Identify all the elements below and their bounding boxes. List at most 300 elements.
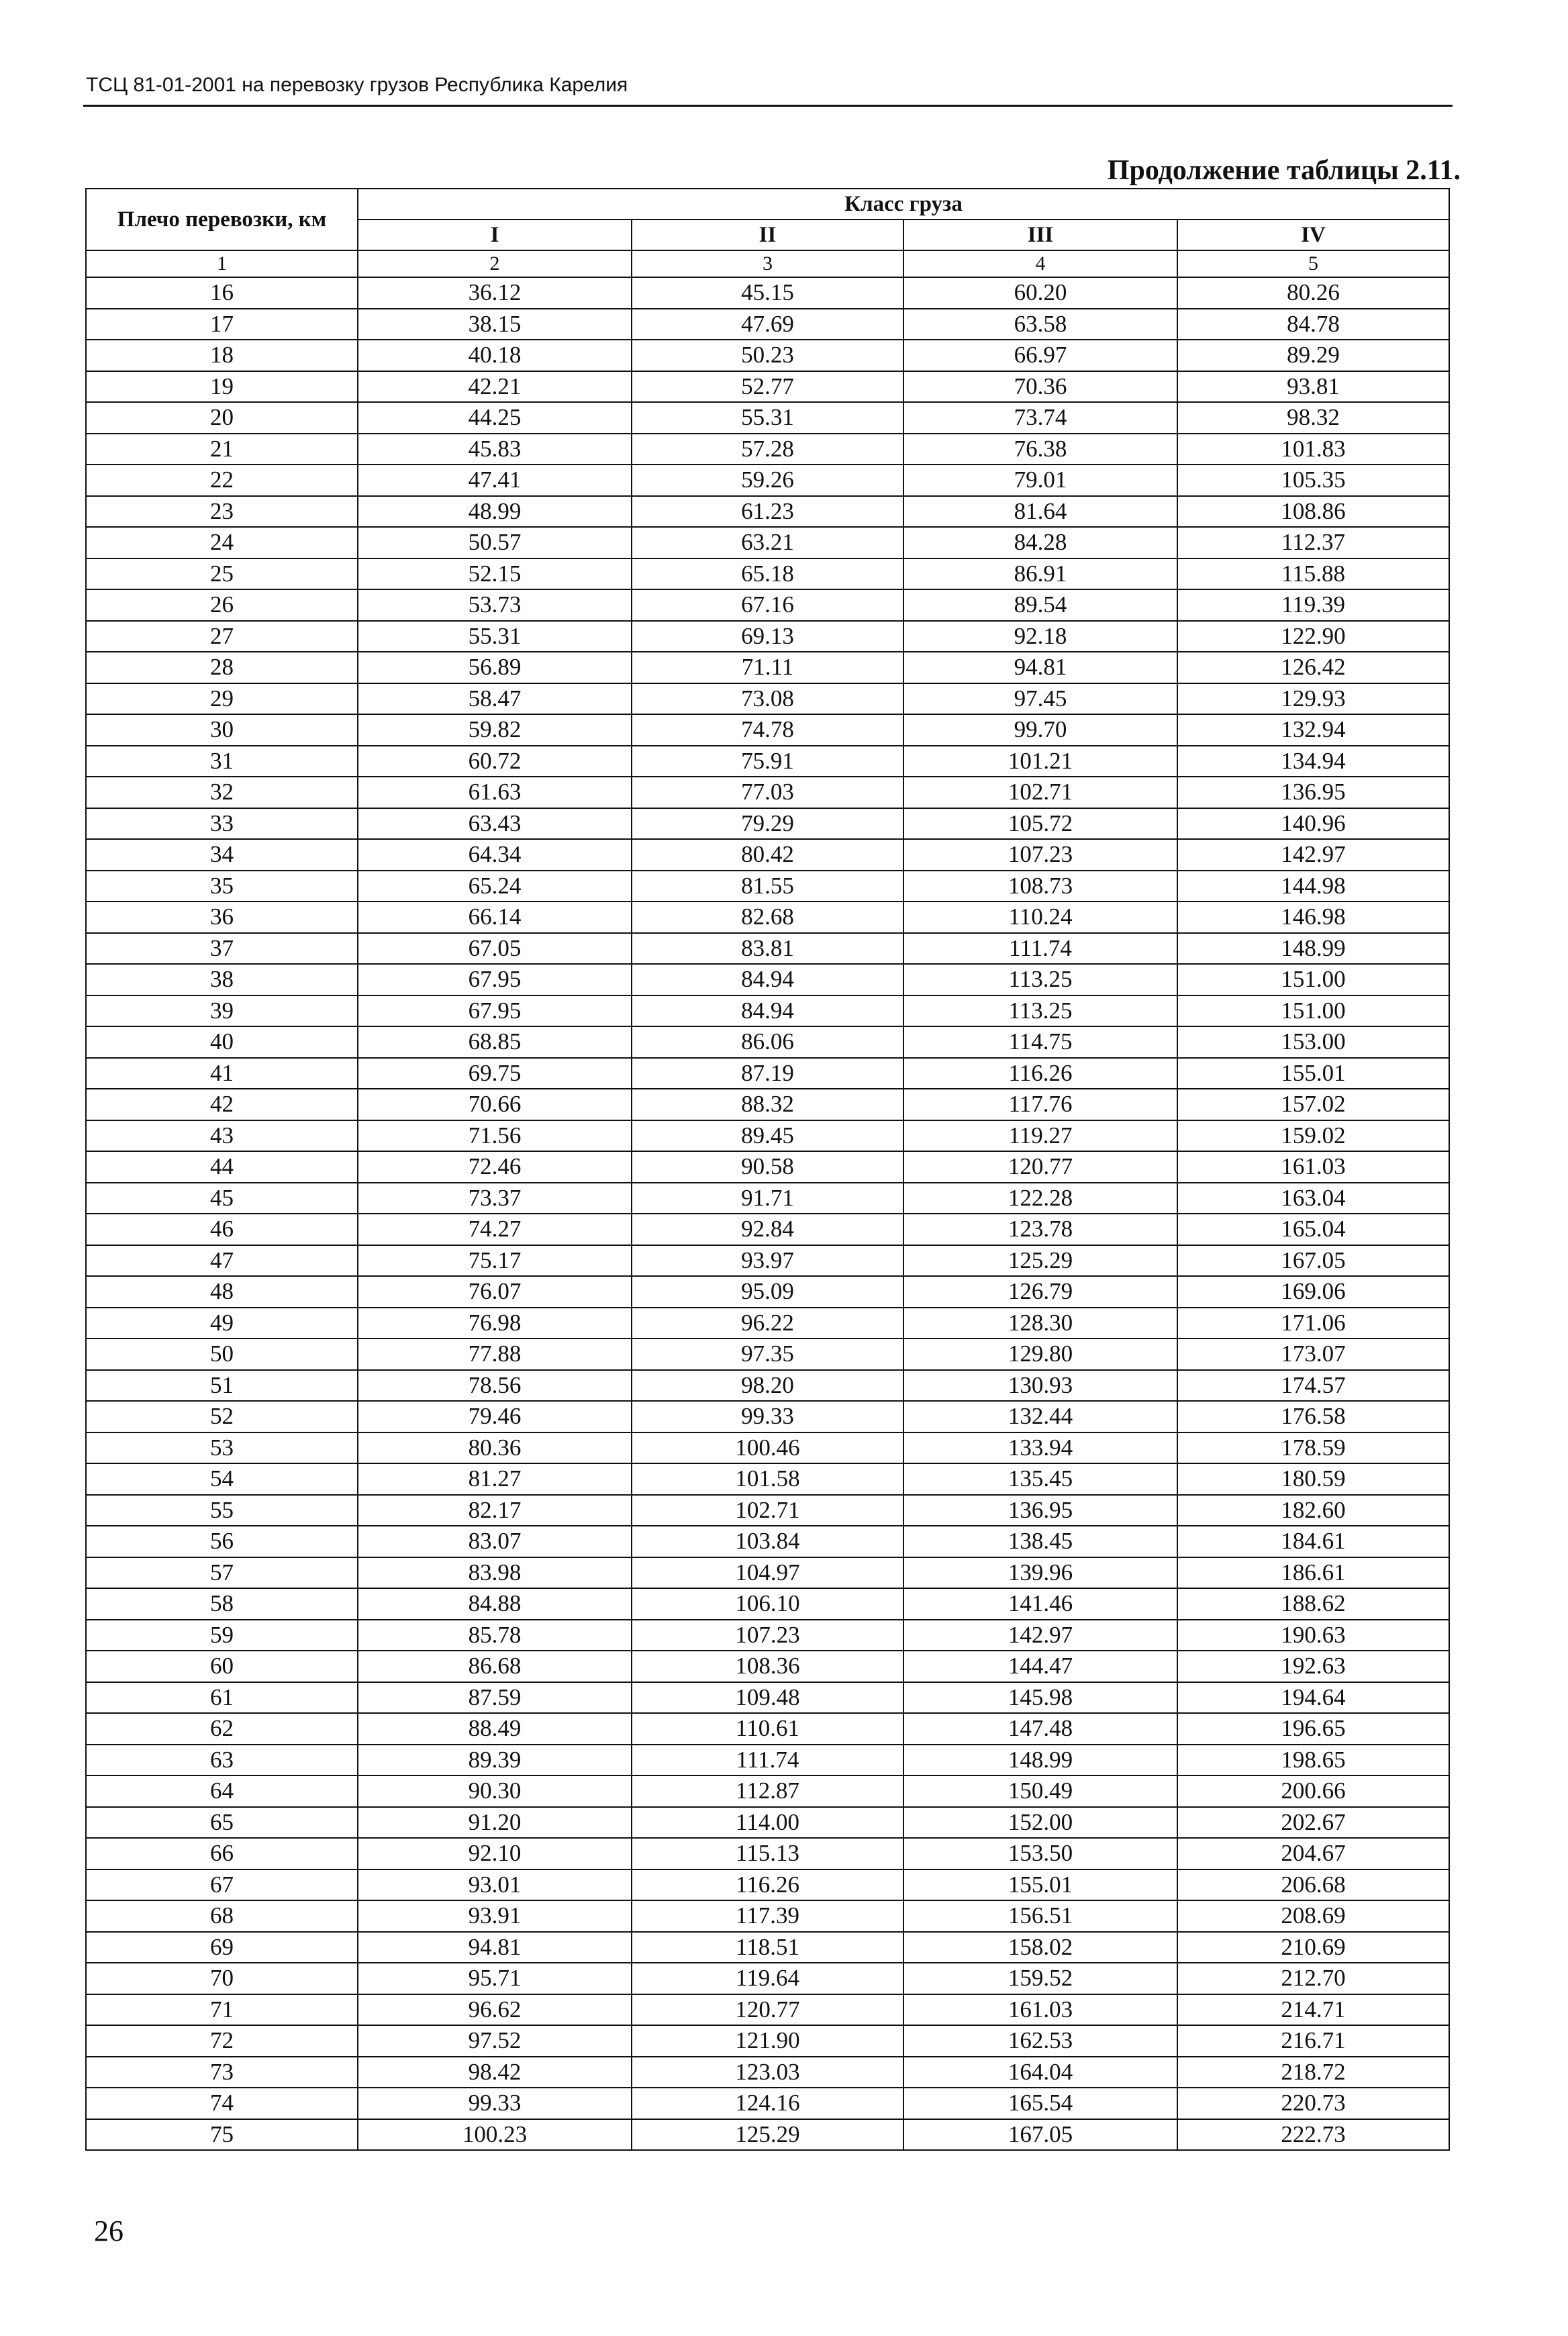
cell-distance: 49 — [86, 1308, 358, 1339]
cell-rate: 84.78 — [1177, 309, 1449, 340]
cell-rate: 115.13 — [632, 1838, 903, 1869]
cell-rate: 153.00 — [1177, 1026, 1449, 1058]
table-row — [86, 1058, 1449, 1089]
cell-distance: 19 — [86, 371, 358, 403]
cell-distance: 35 — [86, 871, 358, 902]
cell-rate: 161.03 — [1177, 1151, 1449, 1183]
table-row — [86, 995, 1449, 1027]
table-row — [86, 1339, 1449, 1370]
cell-rate: 60.20 — [903, 277, 1177, 309]
cell-rate: 108.36 — [632, 1651, 903, 1682]
table-row — [86, 1932, 1449, 1963]
cell-distance: 28 — [86, 652, 358, 683]
table-row — [86, 1775, 1449, 1807]
cell-distance: 73 — [86, 2057, 358, 2088]
table-continuation-title: Продолжение таблицы 2.11. — [1107, 155, 1461, 186]
cell-rate: 103.84 — [632, 1526, 903, 1557]
table-row — [86, 1495, 1449, 1526]
cell-rate: 81.55 — [632, 871, 903, 902]
cell-rate: 214.71 — [1177, 1994, 1449, 2026]
cell-rate: 167.05 — [1177, 1245, 1449, 1277]
cell-distance: 26 — [86, 589, 358, 621]
table-body — [86, 277, 1449, 2150]
cell-rate: 200.66 — [1177, 1775, 1449, 1807]
cell-rate: 89.54 — [903, 589, 1177, 621]
cell-distance: 27 — [86, 621, 358, 652]
cell-rate: 92.18 — [903, 621, 1177, 652]
cell-rate: 161.03 — [903, 1994, 1177, 2026]
cell-rate: 107.23 — [903, 839, 1177, 871]
cell-rate: 138.45 — [903, 1526, 1177, 1557]
cell-rate: 58.47 — [358, 683, 632, 715]
cell-distance: 18 — [86, 340, 358, 371]
table-row — [86, 1963, 1449, 1994]
cell-rate: 118.51 — [632, 1932, 903, 1963]
cell-rate: 76.38 — [903, 434, 1177, 465]
cell-rate: 89.45 — [632, 1120, 903, 1152]
cell-distance: 75 — [86, 2119, 358, 2151]
cell-rate: 93.97 — [632, 1245, 903, 1277]
cell-rate: 162.53 — [903, 2025, 1177, 2057]
cell-rate: 60.72 — [358, 746, 632, 777]
cell-rate: 73.37 — [358, 1183, 632, 1214]
cell-rate: 66.97 — [903, 340, 1177, 371]
cell-rate: 75.91 — [632, 746, 903, 777]
cell-rate: 140.96 — [1177, 808, 1449, 840]
cell-rate: 218.72 — [1177, 2057, 1449, 2088]
cell-rate: 82.17 — [358, 1495, 632, 1526]
cell-rate: 91.20 — [358, 1807, 632, 1839]
cell-rate: 151.00 — [1177, 964, 1449, 995]
cell-rate: 190.63 — [1177, 1620, 1449, 1651]
cell-distance: 74 — [86, 2088, 358, 2119]
cell-rate: 202.67 — [1177, 1807, 1449, 1839]
cell-rate: 84.88 — [358, 1588, 632, 1620]
cell-rate: 158.02 — [903, 1932, 1177, 1963]
cell-rate: 80.42 — [632, 839, 903, 871]
cell-rate: 90.58 — [632, 1151, 903, 1183]
table-row — [86, 2057, 1449, 2088]
table-row — [86, 2088, 1449, 2119]
cell-distance: 34 — [86, 839, 358, 871]
cell-distance: 61 — [86, 1682, 358, 1714]
cell-distance: 22 — [86, 465, 358, 496]
cell-rate: 56.89 — [358, 652, 632, 683]
cell-rate: 95.71 — [358, 1963, 632, 1994]
cell-rate: 69.75 — [358, 1058, 632, 1089]
cell-rate: 129.80 — [903, 1339, 1177, 1370]
cell-rate: 101.58 — [632, 1463, 903, 1495]
cell-distance: 41 — [86, 1058, 358, 1089]
table-row — [86, 1183, 1449, 1214]
cell-rate: 96.22 — [632, 1308, 903, 1339]
cell-rate: 86.68 — [358, 1651, 632, 1682]
table-row — [86, 1557, 1449, 1589]
cell-distance: 25 — [86, 558, 358, 590]
cell-rate: 157.02 — [1177, 1089, 1449, 1120]
table-row — [86, 1526, 1449, 1557]
cell-rate: 122.90 — [1177, 621, 1449, 652]
cell-rate: 146.98 — [1177, 902, 1449, 933]
cell-rate: 174.57 — [1177, 1370, 1449, 1402]
cell-rate: 40.18 — [358, 340, 632, 371]
cell-rate: 155.01 — [1177, 1058, 1449, 1089]
cell-rate: 114.75 — [903, 1026, 1177, 1058]
cell-rate: 176.58 — [1177, 1401, 1449, 1432]
table-row — [86, 1682, 1449, 1714]
cell-rate: 101.83 — [1177, 434, 1449, 465]
cell-rate: 83.98 — [358, 1557, 632, 1589]
table-row — [86, 558, 1449, 590]
cell-rate: 89.39 — [358, 1745, 632, 1776]
cell-rate: 93.81 — [1177, 371, 1449, 403]
cell-distance: 54 — [86, 1463, 358, 1495]
table-row — [86, 683, 1449, 715]
cell-rate: 66.14 — [358, 902, 632, 933]
cell-rate: 38.15 — [358, 309, 632, 340]
header-cargo-class: Класс груза — [358, 189, 1449, 220]
cell-rate: 124.16 — [632, 2088, 903, 2119]
table-row — [86, 1026, 1449, 1058]
cell-rate: 107.23 — [632, 1620, 903, 1651]
cell-distance: 67 — [86, 1869, 358, 1901]
cell-rate: 133.94 — [903, 1432, 1177, 1464]
cell-rate: 65.18 — [632, 558, 903, 590]
cell-rate: 117.39 — [632, 1900, 903, 1932]
cell-rate: 126.79 — [903, 1276, 1177, 1308]
cell-rate: 80.36 — [358, 1432, 632, 1464]
cell-rate: 115.88 — [1177, 558, 1449, 590]
cell-rate: 102.71 — [632, 1495, 903, 1526]
cell-distance: 23 — [86, 496, 358, 528]
cell-distance: 17 — [86, 309, 358, 340]
cell-rate: 106.10 — [632, 1588, 903, 1620]
cell-rate: 110.61 — [632, 1713, 903, 1745]
cell-rate: 94.81 — [358, 1932, 632, 1963]
cell-distance: 24 — [86, 527, 358, 558]
cell-rate: 108.86 — [1177, 496, 1449, 528]
cell-rate: 96.62 — [358, 1994, 632, 2026]
table-row — [86, 1838, 1449, 1869]
cell-rate: 112.37 — [1177, 527, 1449, 558]
table-row — [86, 1651, 1449, 1682]
tariff-table-wrapper — [85, 188, 1450, 2151]
cell-distance: 47 — [86, 1245, 358, 1277]
cell-rate: 167.05 — [903, 2119, 1177, 2151]
table-row — [86, 1588, 1449, 1620]
cell-rate: 47.41 — [358, 465, 632, 496]
cell-rate: 98.32 — [1177, 402, 1449, 434]
cell-rate: 65.24 — [358, 871, 632, 902]
header-class-1: I — [358, 220, 632, 250]
table-row — [86, 902, 1449, 933]
cell-rate: 132.94 — [1177, 714, 1449, 746]
cell-distance: 64 — [86, 1775, 358, 1807]
cell-rate: 97.45 — [903, 683, 1177, 715]
table-row — [86, 1089, 1449, 1120]
cell-rate: 111.74 — [903, 933, 1177, 965]
cell-rate: 101.21 — [903, 746, 1177, 777]
cell-rate: 142.97 — [1177, 839, 1449, 871]
cell-rate: 53.73 — [358, 589, 632, 621]
cell-rate: 79.01 — [903, 465, 1177, 496]
cell-rate: 97.52 — [358, 2025, 632, 2057]
cell-rate: 92.10 — [358, 1838, 632, 1869]
cell-rate: 57.28 — [632, 434, 903, 465]
cell-rate: 126.42 — [1177, 652, 1449, 683]
table-row — [86, 1713, 1449, 1745]
table-row — [86, 1245, 1449, 1277]
table-row — [86, 1620, 1449, 1651]
cell-distance: 55 — [86, 1495, 358, 1526]
cell-distance: 43 — [86, 1120, 358, 1152]
cell-rate: 110.24 — [903, 902, 1177, 933]
cell-rate: 147.48 — [903, 1713, 1177, 1745]
cell-distance: 45 — [86, 1183, 358, 1214]
table-row — [86, 589, 1449, 621]
cell-rate: 90.30 — [358, 1775, 632, 1807]
cell-rate: 93.91 — [358, 1900, 632, 1932]
cell-rate: 74.27 — [358, 1214, 632, 1245]
cell-rate: 73.08 — [632, 683, 903, 715]
cell-rate: 164.04 — [903, 2057, 1177, 2088]
cell-rate: 119.39 — [1177, 589, 1449, 621]
table-row — [86, 277, 1449, 309]
table-row — [86, 402, 1449, 434]
column-number: 1 — [86, 250, 358, 277]
cell-rate: 148.99 — [1177, 933, 1449, 965]
table-row — [86, 496, 1449, 528]
cell-rate: 114.00 — [632, 1807, 903, 1839]
cell-rate: 128.30 — [903, 1308, 1177, 1339]
table-row — [86, 1370, 1449, 1402]
cell-rate: 52.77 — [632, 371, 903, 403]
cell-distance: 32 — [86, 777, 358, 808]
cell-rate: 84.94 — [632, 964, 903, 995]
table-row — [86, 652, 1449, 683]
cell-rate: 163.04 — [1177, 1183, 1449, 1214]
table-row — [86, 871, 1449, 902]
cell-rate: 86.91 — [903, 558, 1177, 590]
cell-distance: 46 — [86, 1214, 358, 1245]
table-row — [86, 1869, 1449, 1901]
cell-rate: 73.74 — [903, 402, 1177, 434]
cell-rate: 165.54 — [903, 2088, 1177, 2119]
cell-rate: 208.69 — [1177, 1900, 1449, 1932]
cell-rate: 81.27 — [358, 1463, 632, 1495]
cell-rate: 98.42 — [358, 2057, 632, 2088]
cell-rate: 76.98 — [358, 1308, 632, 1339]
cell-distance: 30 — [86, 714, 358, 746]
cell-rate: 112.87 — [632, 1775, 903, 1807]
cell-distance: 36 — [86, 902, 358, 933]
cell-rate: 192.63 — [1177, 1651, 1449, 1682]
cell-distance: 38 — [86, 964, 358, 995]
cell-rate: 135.45 — [903, 1463, 1177, 1495]
cell-rate: 64.34 — [358, 839, 632, 871]
cell-rate: 61.23 — [632, 496, 903, 528]
cell-rate: 55.31 — [358, 621, 632, 652]
cell-distance: 65 — [86, 1807, 358, 1839]
cell-rate: 77.88 — [358, 1339, 632, 1370]
cell-distance: 57 — [86, 1557, 358, 1589]
cell-rate: 45.15 — [632, 277, 903, 309]
cell-rate: 55.31 — [632, 402, 903, 434]
cell-distance: 69 — [86, 1932, 358, 1963]
table-row — [86, 2119, 1449, 2151]
cell-rate: 67.05 — [358, 933, 632, 965]
cell-rate: 120.77 — [632, 1994, 903, 2026]
cell-rate: 94.81 — [903, 652, 1177, 683]
cell-rate: 63.58 — [903, 309, 1177, 340]
cell-distance: 51 — [86, 1370, 358, 1402]
cell-rate: 99.70 — [903, 714, 1177, 746]
cell-rate: 83.81 — [632, 933, 903, 965]
cell-distance: 66 — [86, 1838, 358, 1869]
cell-rate: 36.12 — [358, 277, 632, 309]
cell-rate: 142.97 — [903, 1620, 1177, 1651]
table-row — [86, 1463, 1449, 1495]
cell-rate: 74.78 — [632, 714, 903, 746]
table-row — [86, 371, 1449, 403]
table-row — [86, 1151, 1449, 1183]
cell-rate: 121.90 — [632, 2025, 903, 2057]
cell-rate: 82.68 — [632, 902, 903, 933]
cell-distance: 59 — [86, 1620, 358, 1651]
cell-rate: 148.99 — [903, 1745, 1177, 1776]
cell-rate: 206.68 — [1177, 1869, 1449, 1901]
header-distance: Плечо перевозки, км — [86, 189, 358, 250]
cell-rate: 104.97 — [632, 1557, 903, 1589]
cell-distance: 40 — [86, 1026, 358, 1058]
cell-rate: 67.95 — [358, 995, 632, 1027]
cell-distance: 50 — [86, 1339, 358, 1370]
cell-distance: 29 — [86, 683, 358, 715]
table-row — [86, 465, 1449, 496]
cell-rate: 156.51 — [903, 1900, 1177, 1932]
cell-rate: 155.01 — [903, 1869, 1177, 1901]
cell-distance: 33 — [86, 808, 358, 840]
header-class-3: III — [903, 220, 1177, 250]
cell-rate: 76.07 — [358, 1276, 632, 1308]
cell-distance: 71 — [86, 1994, 358, 2026]
table-row — [86, 1745, 1449, 1776]
table-row — [86, 1994, 1449, 2026]
cell-rate: 100.23 — [358, 2119, 632, 2151]
cell-distance: 39 — [86, 995, 358, 1027]
cell-rate: 79.46 — [358, 1401, 632, 1432]
cell-rate: 169.06 — [1177, 1276, 1449, 1308]
cell-rate: 68.85 — [358, 1026, 632, 1058]
cell-rate: 71.11 — [632, 652, 903, 683]
cell-rate: 85.78 — [358, 1620, 632, 1651]
cell-rate: 132.44 — [903, 1401, 1177, 1432]
cell-rate: 79.29 — [632, 808, 903, 840]
cell-distance: 52 — [86, 1401, 358, 1432]
cell-distance: 70 — [86, 1963, 358, 1994]
cell-rate: 89.29 — [1177, 340, 1449, 371]
cell-rate: 212.70 — [1177, 1963, 1449, 1994]
table-row — [86, 1807, 1449, 1839]
table-row — [86, 1276, 1449, 1308]
cell-distance: 62 — [86, 1713, 358, 1745]
cell-rate: 61.63 — [358, 777, 632, 808]
cell-rate: 92.84 — [632, 1214, 903, 1245]
cell-rate: 98.20 — [632, 1370, 903, 1402]
cell-rate: 88.32 — [632, 1089, 903, 1120]
table-row — [86, 309, 1449, 340]
table-row — [86, 1214, 1449, 1245]
cell-rate: 159.52 — [903, 1963, 1177, 1994]
cell-rate: 186.61 — [1177, 1557, 1449, 1589]
table-row — [86, 1120, 1449, 1152]
cell-rate: 59.82 — [358, 714, 632, 746]
column-number: 5 — [1177, 250, 1449, 277]
cell-rate: 152.00 — [903, 1807, 1177, 1839]
cell-rate: 120.77 — [903, 1151, 1177, 1183]
cell-rate: 139.96 — [903, 1557, 1177, 1589]
cell-distance: 63 — [86, 1745, 358, 1776]
cell-rate: 91.71 — [632, 1183, 903, 1214]
cell-rate: 84.28 — [903, 527, 1177, 558]
cell-rate: 63.21 — [632, 527, 903, 558]
table-row — [86, 1308, 1449, 1339]
cell-rate: 44.25 — [358, 402, 632, 434]
cell-distance: 31 — [86, 746, 358, 777]
cell-rate: 87.59 — [358, 1682, 632, 1714]
cell-rate: 129.93 — [1177, 683, 1449, 715]
cell-distance: 37 — [86, 933, 358, 965]
cell-rate: 77.03 — [632, 777, 903, 808]
cell-rate: 45.83 — [358, 434, 632, 465]
cell-rate: 125.29 — [903, 1245, 1177, 1277]
cell-distance: 72 — [86, 2025, 358, 2057]
cell-rate: 171.06 — [1177, 1308, 1449, 1339]
table-row — [86, 839, 1449, 871]
table-row — [86, 434, 1449, 465]
cell-rate: 99.33 — [632, 1401, 903, 1432]
table-row — [86, 964, 1449, 995]
cell-rate: 97.35 — [632, 1339, 903, 1370]
cell-rate: 70.36 — [903, 371, 1177, 403]
table-row — [86, 527, 1449, 558]
cell-rate: 117.76 — [903, 1089, 1177, 1120]
cell-distance: 44 — [86, 1151, 358, 1183]
cell-rate: 75.17 — [358, 1245, 632, 1277]
cell-rate: 72.46 — [358, 1151, 632, 1183]
cell-rate: 188.62 — [1177, 1588, 1449, 1620]
cell-rate: 125.29 — [632, 2119, 903, 2151]
cell-rate: 196.65 — [1177, 1713, 1449, 1745]
cell-rate: 151.00 — [1177, 995, 1449, 1027]
cell-rate: 153.50 — [903, 1838, 1177, 1869]
column-number: 3 — [632, 250, 903, 277]
cell-rate: 109.48 — [632, 1682, 903, 1714]
cell-rate: 144.98 — [1177, 871, 1449, 902]
cell-distance: 48 — [86, 1276, 358, 1308]
header-class-2: II — [632, 220, 903, 250]
cell-rate: 83.07 — [358, 1526, 632, 1557]
cell-rate: 182.60 — [1177, 1495, 1449, 1526]
header-class-4: IV — [1177, 220, 1449, 250]
table-row — [86, 808, 1449, 840]
cell-rate: 71.56 — [358, 1120, 632, 1152]
cell-rate: 78.56 — [358, 1370, 632, 1402]
cell-distance: 21 — [86, 434, 358, 465]
cell-rate: 141.46 — [903, 1588, 1177, 1620]
table-row — [86, 714, 1449, 746]
running-header: ТСЦ 81-01-2001 на перевозку грузов Республика Карелия — [86, 74, 628, 96]
